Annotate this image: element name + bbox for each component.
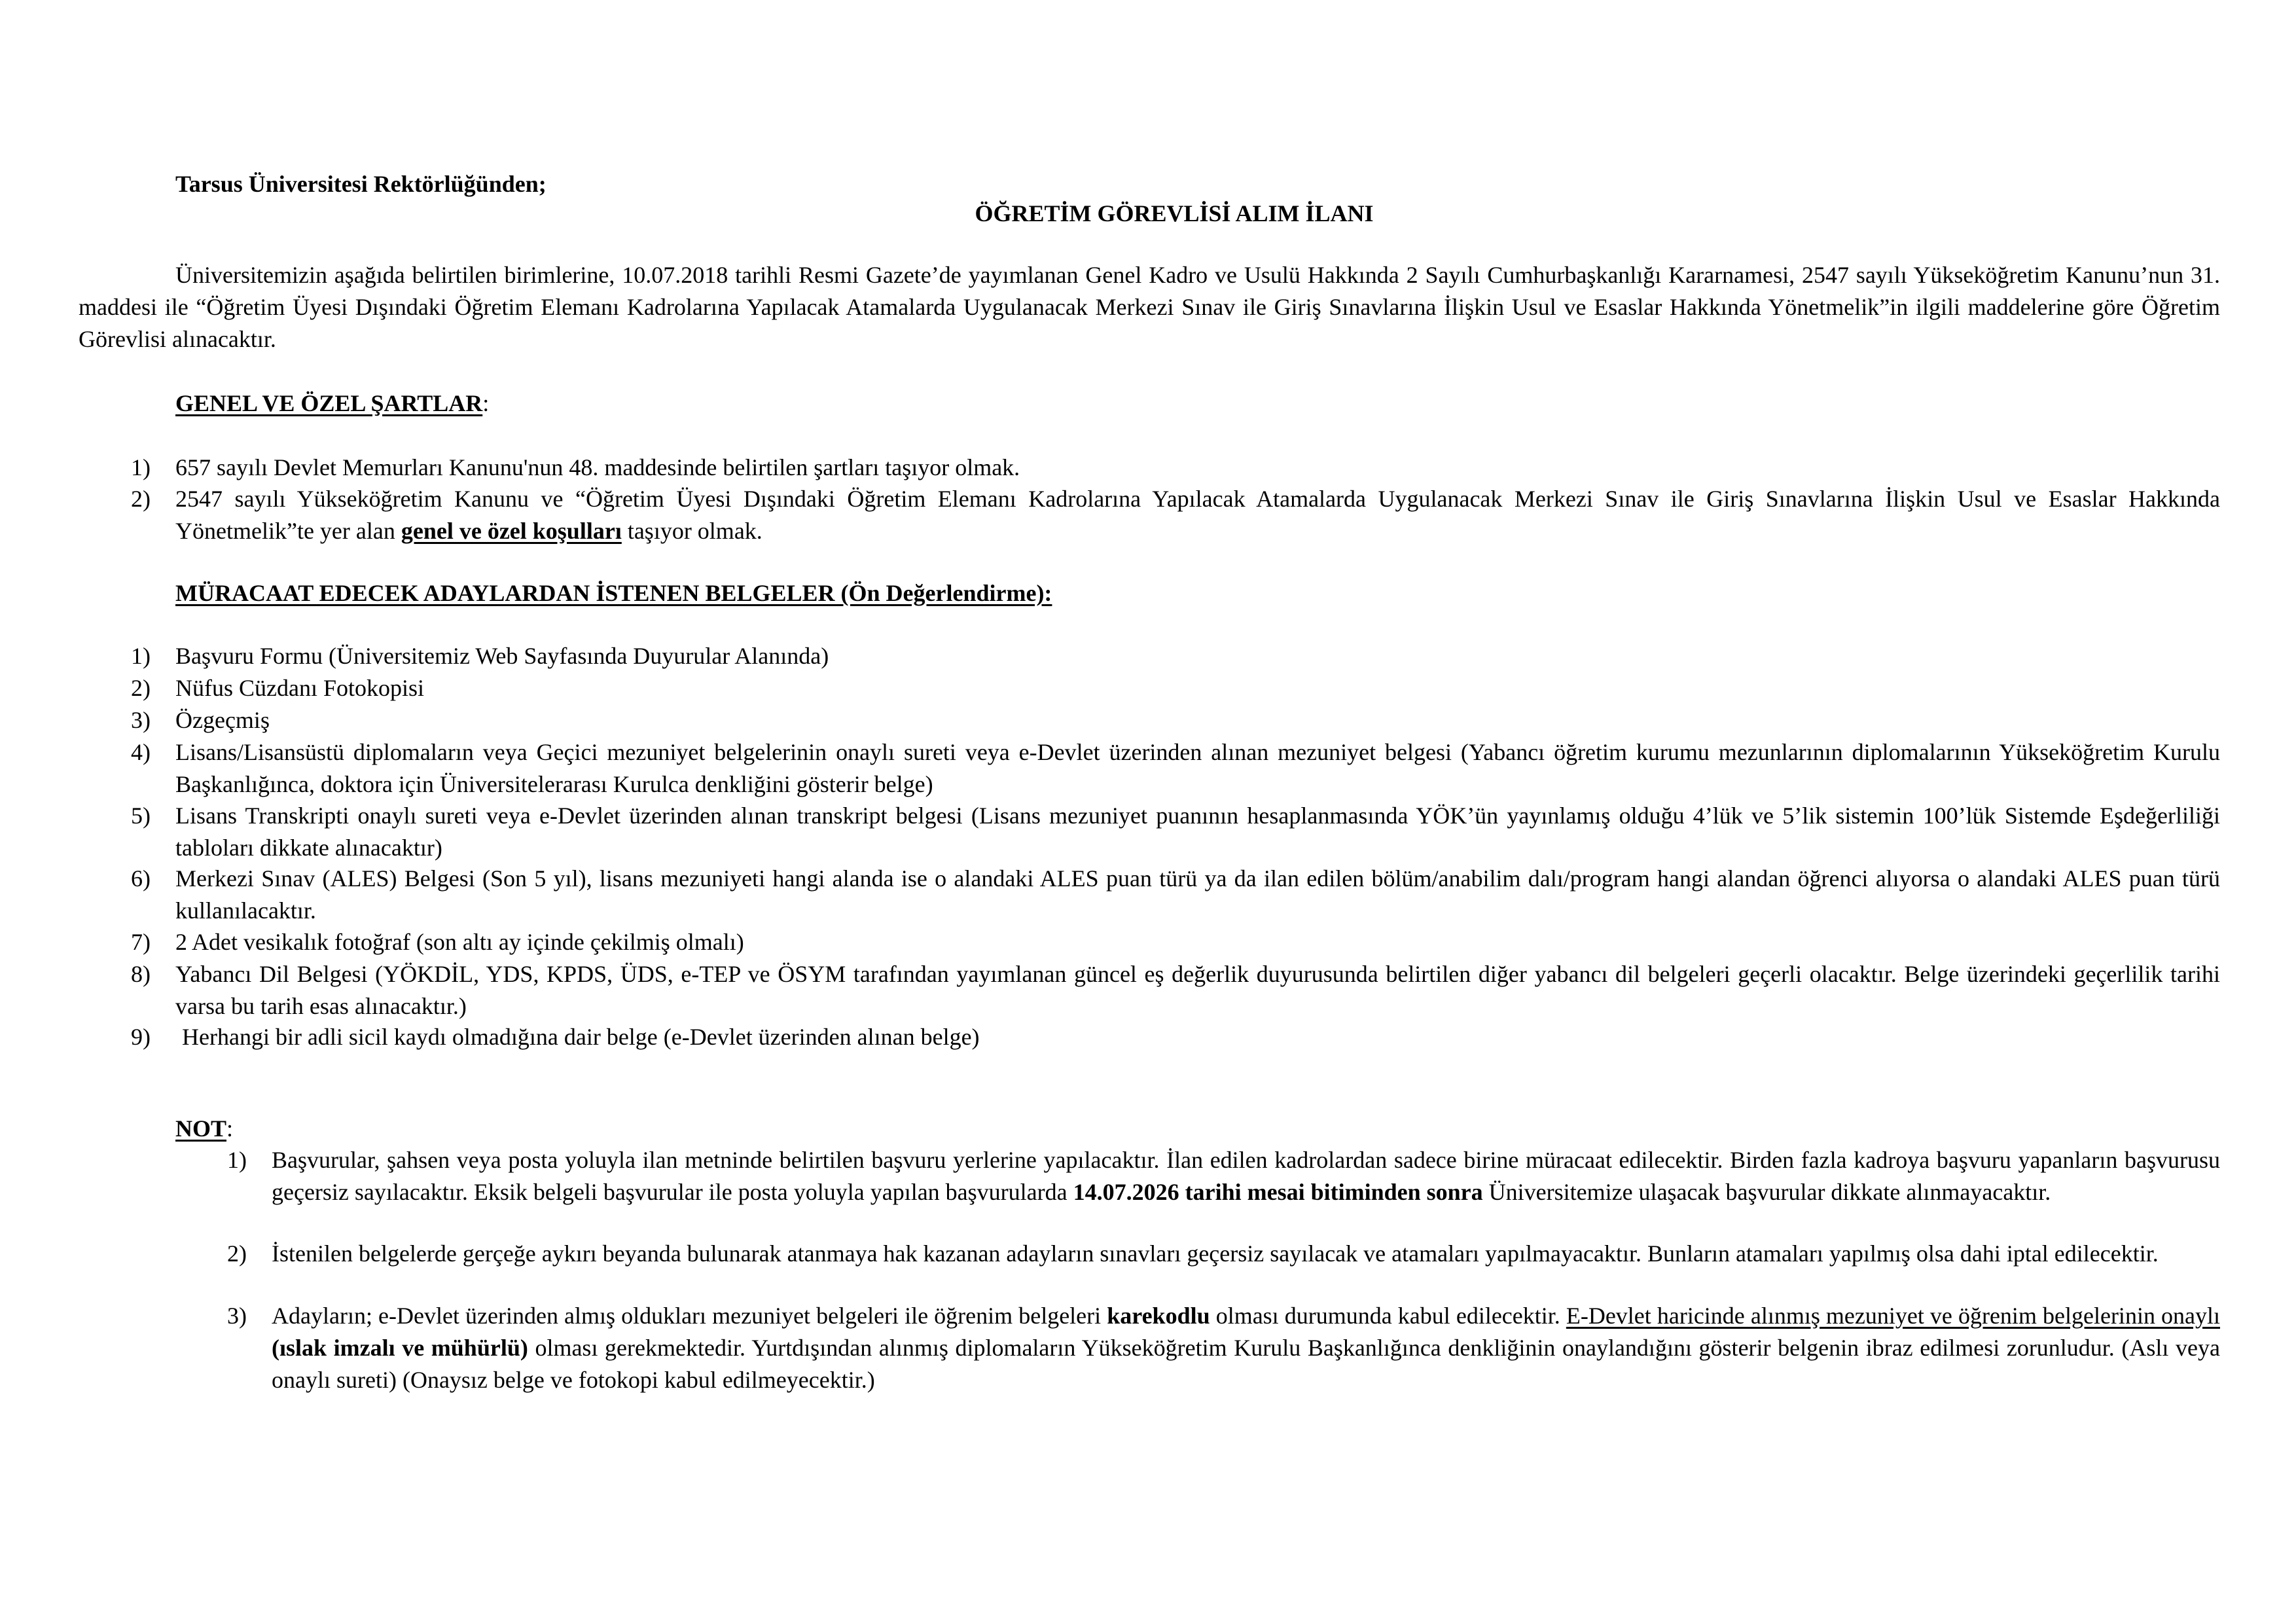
item-number: 2) — [227, 1240, 247, 1267]
item-number: 1) — [227, 1147, 247, 1173]
item-number: 3) — [227, 1303, 247, 1329]
item-number: 2) — [131, 675, 151, 701]
deadline-text: 14.07.2026 tarihi mesai bitiminden sonra — [1073, 1179, 1483, 1205]
conditions-heading-line — [175, 388, 489, 420]
item-text-part: olması gerekmektedir. Yurtdışından alınmış diplomaların Yükseköğretim Kurulu Başkanlığınca denkliğinin onaylandığını gösterir belgenin ibraz edilmesi zorunludur. (Aslı veya onaylı sureti) (Onaysız belge ve fotokopi kabul edilmeyecektir.) — [272, 1335, 2220, 1393]
item-text-part: 2547 sayılı Yükseköğretim Kanunu ve “Öğretim Üyesi Dışındaki Öğretim Elemanı Kadrolarına Yapılacak Atamalarda Uygulanacak Merkezi Sınav ile Giriş Sınavlarına İlişkin Usul ve Esaslar Hakkında Yönetmelik”te yer alan — [175, 486, 2220, 544]
item-text: Özgeçmiş — [175, 707, 270, 733]
item-text: Herhangi bir adli sicil kaydı olmadığına dair belge (e-Devlet üzerinden alınan belge) — [182, 1024, 980, 1050]
item-number: 9) — [131, 1024, 151, 1050]
item-text-part: Başvurular, şahsen veya posta yoluyla ilan metninde belirtilen başvuru yerlerine yapılacaktır. İlan edilen kadrolardan sadece birine müracaat edilecektir. Birden fazla kadroya başvuru yapanların başvurusu geçersiz sayılacaktır. Eksik belgeli başvurular ile posta yoluyla yapılan başvurularda — [272, 1147, 2220, 1205]
item-number: 1) — [131, 454, 151, 480]
item-text — [272, 1300, 2220, 1396]
announcement-title: ÖĞRETİM GÖREVLİSİ ALIM İLANI — [975, 200, 1374, 226]
notes-heading: NOT — [175, 1115, 227, 1142]
conditions-heading-colon: : — [482, 390, 490, 416]
item-text-part: taşıyor olmak. — [621, 518, 762, 544]
item-text: Nüfus Cüzdanı Fotokopisi — [175, 675, 425, 701]
item-text — [175, 483, 2220, 547]
notes-heading-line — [175, 1113, 233, 1145]
intro-paragraph: Üniversitemizin aşağıda belirtilen birimlerine, 10.07.2018 tarihli Resmi Gazete’de yayımlanan Genel Kadro ve Usulü Hakkında 2 Sayılı Cumhurbaşkanlığı Kararnamesi, 2547 sayılı Yükseköğretim Kanunu’nun 31. maddesi ile “Öğretim Üyesi Dışındaki Öğretim Elemanı Kadrolarına Yapılacak Atamalarda Uygulanacak Merkezi Sınav ile Giriş Sınavlarına İlişkin Usul ve Esaslar Hakkında Yönetmelik”in ilgili maddelerine göre Öğretim Görevlisi alınacaktır. — [79, 262, 2220, 352]
item-number: 3) — [131, 707, 151, 733]
item-text: Yabancı Dil Belgesi (YÖKDİL, YDS, KPDS, ÜDS, e-TEP ve ÖSYM tarafından yayımlanan güncel eş değerlik duyurusunda belirtilen diğer yabancı dil belgeleri geçerli olacaktır. Belge üzerindeki geçerlilik tarihi varsa bu tarih esas alınacaktır.) — [175, 961, 2220, 1019]
item-text-part: Üniversitemize ulaşacak başvurular dikkate alınmayacaktır. — [1482, 1179, 2051, 1205]
documents-heading: MÜRACAAT EDECEK ADAYLARDAN İSTENEN BELGELER (Ön Değerlendirme): — [175, 580, 1052, 606]
item-text: Merkezi Sınav (ALES) Belgesi (Son 5 yıl), lisans mezuniyeti hangi alanda ise o alandaki ALES puan türü ya da ilan edilen bölüm/anabilim dalı/program hangi alandan öğrenci alıyorsa o alandaki ALES puan türü kullanılacaktır. — [175, 865, 2220, 924]
item-number: 1) — [131, 643, 151, 669]
approval-requirement: E-Devlet haricinde alınmış mezuniyet ve öğrenim belgelerinin onaylı — [1566, 1303, 2220, 1329]
notes-heading-colon: : — [226, 1115, 234, 1142]
item-text: Lisans Transkripti onaylı sureti veya e-Devlet üzerinden alınan transkript belgesi (Lisans mezuniyet puanının hesaplanmasında YÖK’ün yayınlamış olduğu 4’lük ve 5’lik sistemin 100’lük Sistemde Eşdeğerliliği tabloları dikkate alınacaktır) — [175, 803, 2220, 861]
item-number: 5) — [131, 803, 151, 829]
item-number: 6) — [131, 865, 151, 892]
signature-stamp-emphasis: (ıslak imzalı ve mühürlü) — [272, 1335, 528, 1361]
item-number: 8) — [131, 961, 151, 987]
item-text-part: Adayların; e-Devlet üzerinden almış oldukları mezuniyet belgeleri ile öğrenim belgeleri — [272, 1303, 1107, 1329]
qr-code-emphasis: karekodlu — [1107, 1303, 1210, 1329]
item-text: Lisans/Lisansüstü diplomaların veya Geçici mezuniyet belgelerinin onaylı sureti veya e-Devlet üzerinden alınan mezuniyet belgesi (Yabancı öğretim kurumu mezunlarının diplomalarının Yükseköğretim Kurulu Başkanlığınca, doktora için Üniversitelerarası Kurulca denkliğini gösterir belge) — [175, 739, 2220, 797]
item-number: 4) — [131, 739, 151, 765]
institution-name: Tarsus Üniversitesi Rektörlüğünden; — [175, 171, 547, 197]
item-emphasis: genel ve özel koşulları — [401, 518, 622, 544]
item-text: İstenilen belgelerde gerçeğe aykırı beyanda bulunarak atanmaya hak kazanan adayların sınavları geçersiz sayılacak ve atamaları yapılmayacaktır. Bunların atamaları yapılmış olsa dahi iptal edilecektir. — [272, 1240, 2159, 1267]
item-text: 2 Adet vesikalık fotoğraf (son altı ay içinde çekilmiş olmalı) — [175, 929, 744, 955]
conditions-heading: GENEL VE ÖZEL ŞARTLAR — [175, 390, 483, 416]
item-text-part: olması durumunda kabul edilecektir. — [1210, 1303, 1566, 1329]
item-text — [272, 1144, 2220, 1208]
item-number: 7) — [131, 929, 151, 955]
item-number: 2) — [131, 486, 151, 512]
item-text: Başvuru Formu (Üniversitemiz Web Sayfasında Duyurular Alanında) — [175, 643, 829, 669]
item-text: 657 sayılı Devlet Memurları Kanunu'nun 48. maddesinde belirtilen şartları taşıyor olmak. — [175, 454, 1020, 480]
